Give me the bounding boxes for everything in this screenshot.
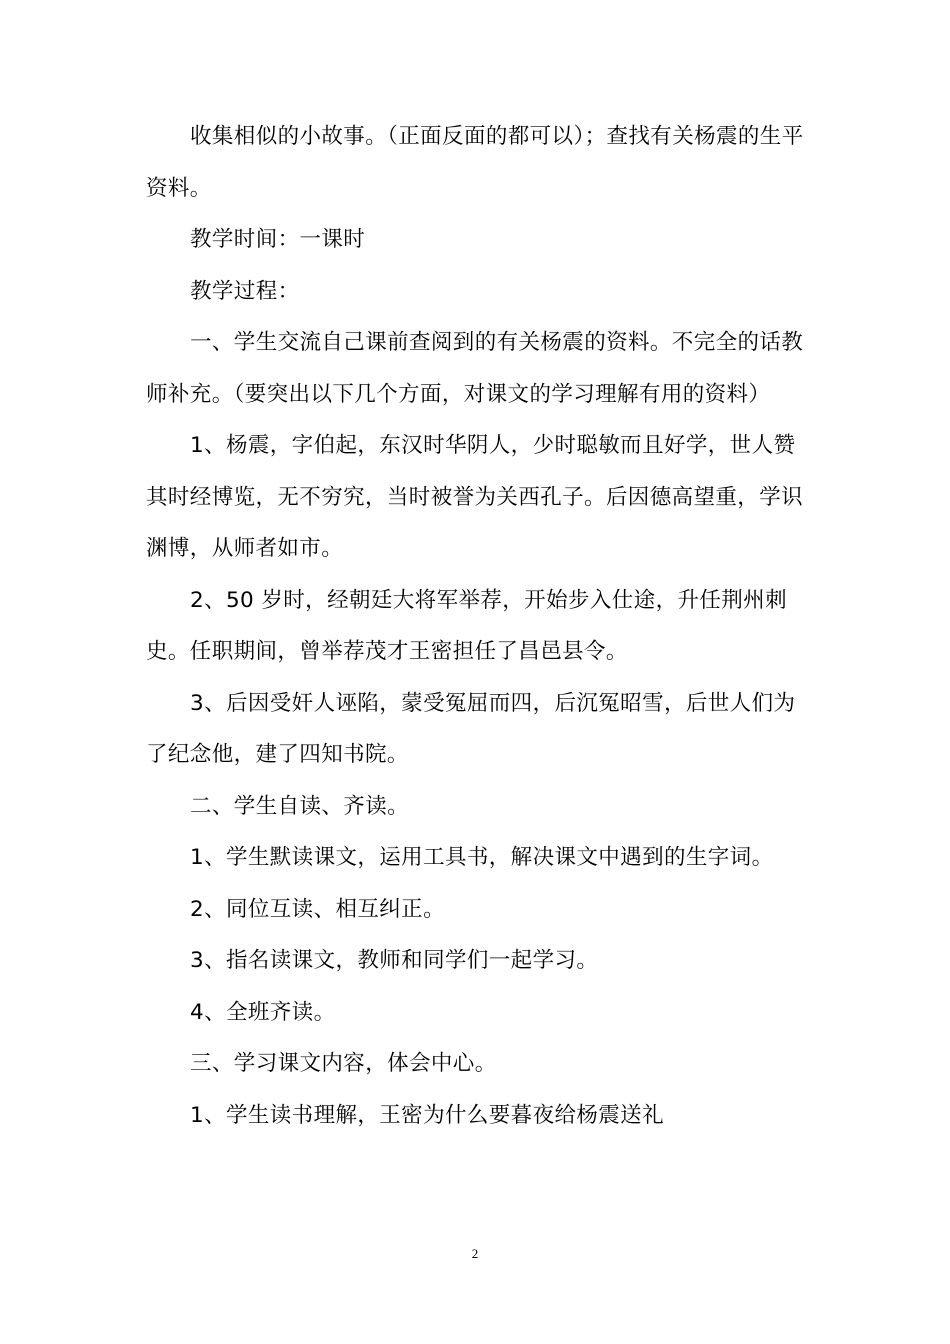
paragraph-section-three: 三、学习课文内容，体会中心。 [190,1051,497,1076]
paragraph-preparation: 收集相似的小故事。（正面反面的都可以）；查找有关杨震的生平资料。 [146,124,804,201]
paragraph-item-1-3: 3、后因受奸人诬陷，蒙受冤屈而四，后沉冤昭雪，后世人们为了纪念他，建了四知书院。 [146,690,796,767]
paragraph-item-1-2: 2、50 岁时，经朝廷大将军举荐，开始步入仕途，升任荆州刺史。任职期间，曾举荐茂才王密担任了昌邑县令。 [146,587,787,664]
paragraph-item-2-3: 3、指名读课文，教师和同学们一起学习。 [190,948,599,973]
document-body [146,111,810,1141]
paragraph-section-one: 一、学生交流自己课前查阅到的有关杨震的资料。不完全的话教师补充。（要突出以下几个方面，对课文的学习理解有用的资料） [146,330,804,407]
paragraph-item-2-2: 2、同位互读、相互纠正。 [190,896,445,922]
page-number: 2 [471,1246,479,1261]
paragraph-teaching-process: 教学过程： [190,278,300,304]
paragraph-item-3-1: 1、学生读书理解，王密为什么要暮夜给杨震送礼 [190,1102,664,1128]
paragraph-section-two: 二、学生自读、齐读。 [190,793,410,819]
paragraph-item-1-1: 1、杨震，字伯起，东汉时华阴人，少时聪敏而且好学，世人赞其时经博览，无不穷究，当时被誉为关西孔子。后因德高望重，学识渊博，从师者如市。 [146,433,804,561]
paragraph-item-2-4: 4、全班齐读。 [190,999,336,1025]
paragraph-item-2-1: 1、学生默读课文，运用工具书，解决课文中遇到的生字词。 [190,845,774,870]
paragraph-teaching-time: 教学时间：一课时 [190,227,366,252]
